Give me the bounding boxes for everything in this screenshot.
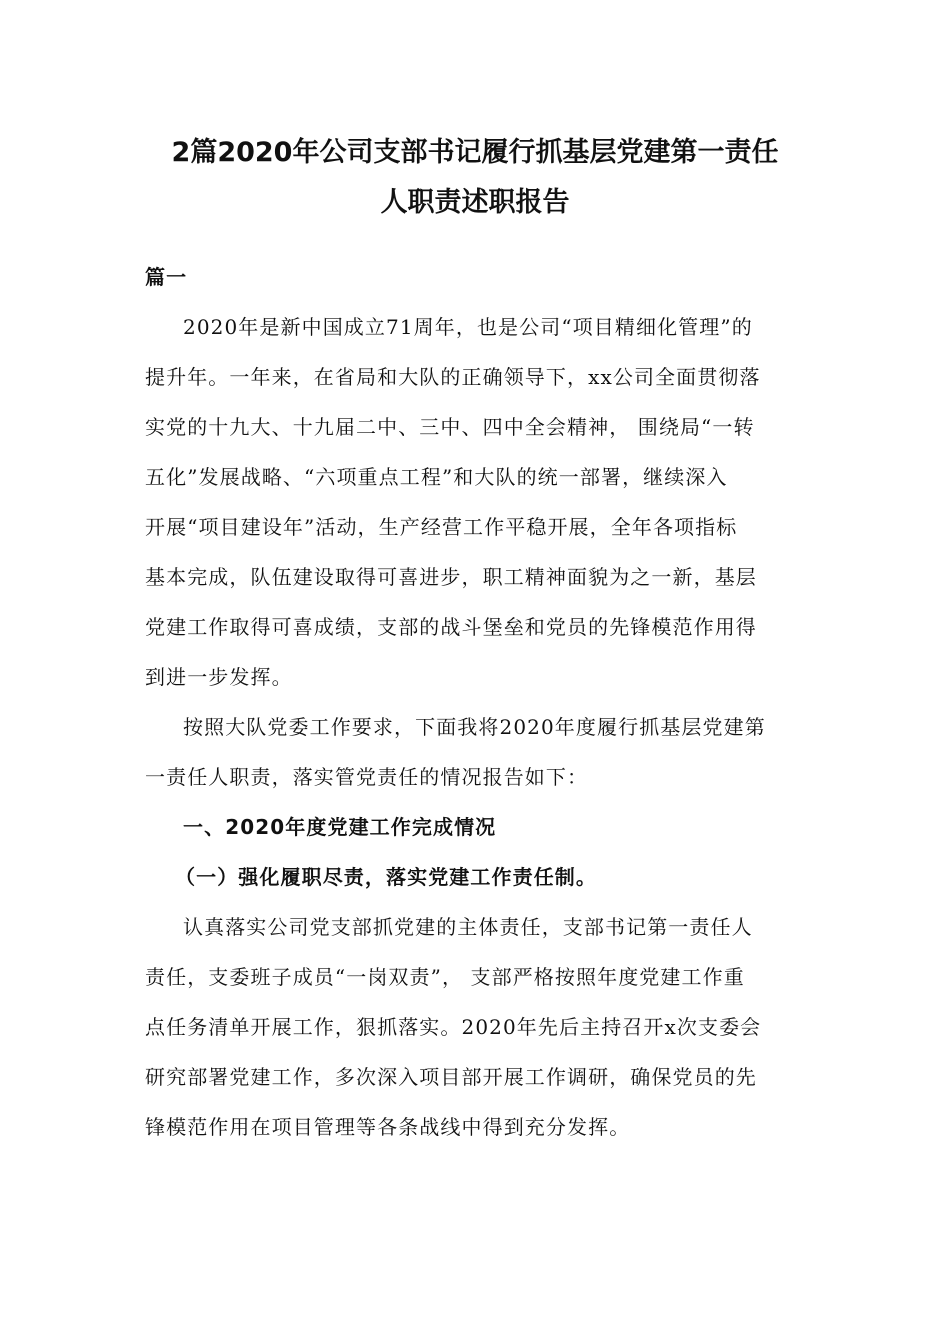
heading-level-1: 一、2020年度党建工作完成情况 [183, 815, 497, 839]
document-title-line-2: 人职责述职报告 [380, 187, 570, 218]
text-line: 提升年。一年来，在省局和大队的正确领导下，xx公司全面贯彻落 [145, 365, 761, 389]
text-line: 按照大队党委工作要求，下面我将2020年度履行抓基层党建第 [183, 715, 766, 739]
text-line: 五化”发展战略、“六项重点工程”和大队的统一部署，继续深入 [145, 465, 728, 489]
text-line: 研究部署党建工作，多次深入项目部开展工作调研，确保党员的先 [145, 1065, 757, 1089]
text-line: 党建工作取得可喜成绩，支部的战斗堡垒和党员的先锋模范作用得 [145, 615, 757, 639]
text-line: 一责任人职责，落实管党责任的情况报告如下： [145, 765, 589, 789]
text-line: 基本完成，队伍建设取得可喜进步，职工精神面貌为之一新，基层 [145, 565, 757, 589]
text-line: 认真落实公司党支部抓党建的主体责任，支部书记第一责任人 [183, 915, 753, 939]
section-label: 篇一 [145, 265, 188, 289]
text-line: 点任务清单开展工作，狠抓落实。2020年先后主持召开x次支委会 [145, 1015, 762, 1039]
text-line: 到进一步发挥。 [145, 665, 293, 689]
text-line: 实党的十九大、十九届二中、三中、四中全会精神， 围绕局“一转 [145, 415, 755, 439]
text-line: 开展“项目建设年”活动，生产经营工作平稳开展，全年各项指标 [145, 515, 738, 539]
text-line: 锋模范作用在项目管理等各条战线中得到充分发挥。 [145, 1115, 631, 1139]
text-line: 责任，支委班子成员“一岗双责”， 支部严格按照年度党建工作重 [145, 965, 745, 989]
document-title-line-1: 2篇2020年公司支部书记履行抓基层党建第一责任 [171, 137, 779, 168]
text-line: 2020年是新中国成立71周年，也是公司“项目精细化管理”的 [183, 315, 753, 339]
heading-level-2: （一）强化履职尽责，落实党建工作责任制。 [175, 865, 597, 889]
